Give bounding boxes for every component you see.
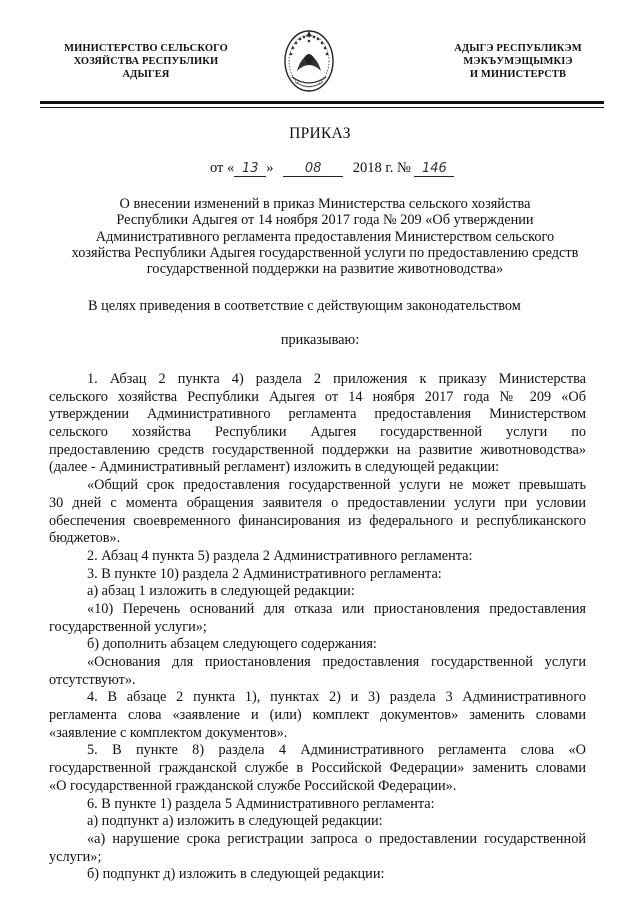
body-line: утверждении Административного регламента предоставления Министерством (49, 406, 586, 423)
ministry-name-line: АДЫГЕЯ (122, 69, 170, 80)
date-prefix: от « (210, 160, 235, 176)
body-line: 1. Абзац 2 пункта 4) раздела 2 приложения к приказу Министерства (87, 371, 586, 387)
subject-line: Республики Адыгея от 14 ноября 2017 года № 209 «Об утверждении (116, 212, 534, 229)
body-line: 30 дней с момента обращения заявителя о предоставлении услуги при условии (49, 494, 586, 511)
document-body (49, 371, 586, 884)
body-line: бюджетов». (49, 530, 121, 547)
ministry-name-russian (46, 42, 246, 81)
document-title: ПРИКАЗ (289, 125, 351, 142)
subject-line: хозяйства Республики Адыгея государственной услуги по предоставлению средств (71, 244, 579, 261)
body-line: регламента слова «заявление и (или) комплект документов» заменить словами (49, 707, 586, 724)
date-day-close: » (266, 160, 274, 176)
body-line: (далее - Административный регламент) изложить в следующей редакции: (49, 459, 500, 476)
ministry-name-line: ХОЗЯЙСТВА РЕСПУБЛИКИ (73, 56, 219, 67)
body-line: 2. Абзац 4 пункта 5) раздела 2 Административного регламента: (87, 547, 473, 564)
body-line: 3. В пункте 10) раздела 2 Административного регламента: (87, 565, 442, 582)
body-line: сельского хозяйства Республики Адыгея от 14 ноября 2017 года № 209 «Об (49, 388, 586, 405)
body-line: 5. В пункте 8) раздела 4 Административного регламента слова «О (87, 742, 586, 759)
body-line: государственной гражданской службе в Российской Федерации» заменить словами (49, 760, 586, 777)
body-line: а) абзац 1 изложить в следующей редакции: (87, 583, 355, 600)
body-line: 6. В пункте 1) раздела 5 Административного регламента: (87, 795, 435, 812)
ministry-name-line: МИНИСТЕРСТВО СЕЛЬСКОГО (64, 43, 228, 54)
body-line: государственной услуги»; (49, 618, 207, 635)
document-date-line (210, 160, 454, 177)
body-line: «Основания для приостановления предоставления государственной услуги (87, 654, 586, 670)
body-line: 4. В абзаце 2 пункта 1), пунктах 2) и 3) раздела 3 Административного (87, 689, 586, 706)
ministry-name-line: И МИНИСТЕРСТВ (469, 69, 567, 80)
body-line: «О государственной гражданской службе Российской Федерации». (49, 777, 457, 794)
body-line: а) подпункт а) изложить в следующей редакции: (87, 813, 383, 830)
preamble: В целях приведения в соответствие с действующим законодательством (88, 298, 521, 314)
handwritten-order-number: 146 (414, 161, 454, 177)
body-line: «Общий срок предоставления государственной услуги не может превышать (87, 477, 586, 494)
body-line: услуги»; (49, 848, 102, 865)
document-subject (60, 196, 590, 277)
date-year-number-label: 2018 г. № (352, 160, 411, 176)
ministry-name-adyghe (418, 42, 618, 81)
ministry-name-line: МЭКЪУМЭЩЫМКIЭ (463, 56, 573, 67)
header-divider-thick (40, 101, 604, 104)
header-divider-thin (40, 107, 604, 108)
body-line: отсутствуют». (49, 671, 136, 688)
order-word: приказываю: (280, 332, 360, 348)
body-line: б) дополнить абзацем следующего содержания: (87, 636, 377, 653)
body-line: сельского хозяйства Республики Адыгея государственной услуги по (49, 424, 586, 441)
body-line: предоставлению средств государственной поддержки на развитие животноводства» (49, 441, 586, 458)
subject-line: Административного регламента предоставления Министерством сельского (95, 228, 555, 245)
body-line: б) подпункт д) изложить в следующей редакции: (87, 866, 385, 883)
body-line: обеспечения своевременного финансирования из федерального и республиканского (49, 512, 586, 529)
subject-line: О внесении изменений в приказ Министерства сельского хозяйства (119, 196, 531, 212)
adygea-coat-of-arms-icon (282, 25, 336, 95)
body-line: «а) нарушение срока регистрации запроса о предоставлении государственной (87, 830, 586, 847)
handwritten-month: 08 (283, 161, 343, 177)
subject-line: государственной поддержки на развитие животноводства» (146, 261, 504, 278)
body-line: «10) Перечень оснований для отказа или приостановления предоставления (87, 600, 586, 617)
handwritten-day: 13 (234, 161, 266, 177)
ministry-name-line: АДЫГЭ РЕСПУБЛИКЭМ (454, 43, 582, 54)
body-line: «заявление с комплектом документов». (49, 724, 288, 741)
